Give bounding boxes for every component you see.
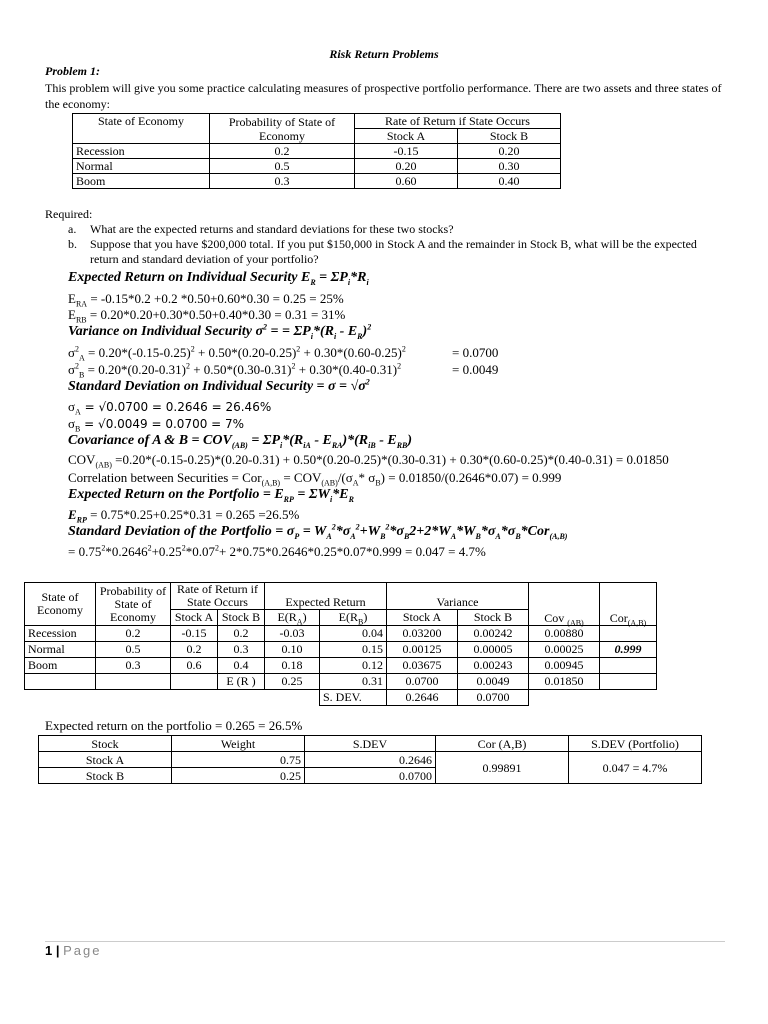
portfolio-table — [38, 735, 702, 784]
footer-rule — [45, 941, 725, 942]
cell: -0.03 — [265, 626, 320, 642]
cell: S. DEV. — [320, 690, 387, 706]
cell: -0.15 — [171, 626, 218, 642]
cell — [600, 690, 657, 706]
col-stock: Stock — [39, 736, 172, 752]
cell: 0.0700 — [387, 674, 458, 690]
col-cor: Cor (A,B) — [436, 736, 569, 752]
cell: 0.3 — [218, 642, 265, 658]
cell: 0.2 — [210, 144, 355, 159]
questions-list — [68, 222, 718, 267]
intro-text: This problem will give you some practice calculating measures of prospective portfolio performance. There are two assets and three states of the economy: — [45, 81, 722, 111]
table-row — [25, 690, 657, 706]
cell: 0.2 — [171, 642, 218, 658]
cell: 0.25 — [265, 674, 320, 690]
required-label: Required: — [45, 207, 93, 221]
cell — [600, 674, 657, 690]
cell: 0.15 — [320, 642, 387, 658]
cell — [96, 690, 171, 706]
sd-b-formula: $\sigma_B = √0.0049 = 0.0700 = 7\%$ — [68, 416, 245, 434]
table-row — [25, 674, 657, 690]
page-label: Page — [63, 943, 102, 958]
sd-a-formula: $\sigma_A = √0.0700 = 0.2646 = 26.46\%$ — [68, 399, 272, 417]
problem-label: Problem 1: — [45, 64, 100, 78]
era-formula: $E_{RA} = -0.15*0.2 +0.2$ *0.50+0.60*0.30 = 0.25 = 25% — [68, 291, 344, 309]
col-cov: Cov $_{(AB)}$ — [529, 583, 600, 626]
cell: Normal — [73, 159, 210, 174]
cell — [96, 674, 171, 690]
cell: 0.3 — [210, 174, 355, 189]
col-erb: $E(R_B)$ — [320, 610, 387, 626]
var-b-result: = 0.0049 — [452, 362, 499, 377]
cell — [600, 626, 657, 642]
col-state: State of Economy — [73, 114, 210, 144]
col-prob: Probability of State of Economy — [210, 114, 355, 144]
erb-formula: $E_{RB} = 0.20*0.20+0.30*0.50+0.40*0.30 = 0.31 = 31\%$ — [68, 307, 346, 325]
cell — [218, 690, 265, 706]
col-cor: Cor$_{(A,B)}$ — [600, 583, 657, 626]
question-text: What are the expected returns and standard deviations for these two stocks? — [90, 222, 454, 236]
cell — [171, 690, 218, 706]
cell: 0.999 — [600, 642, 657, 658]
cell: 0.00243 — [458, 658, 529, 674]
table-row — [73, 144, 561, 159]
sdp-formula: = $0.75^2*0.2646^2+0.25^2*0.07^2+ 2*0.75*0.2646*0.25*0.07*0.999 = 0.047 = 4.7\%$ — [68, 543, 486, 559]
cell: 0.20 — [355, 159, 458, 174]
cell: Recession — [73, 144, 210, 159]
var-a-formula: $\sigma^2_A = 0.20*(-0.15-0.25)^2 + 0.50*(0.20-0.25)^2 + 0.30*(0.60-0.25)^2$ — [68, 344, 406, 363]
cell: Stock A — [39, 752, 172, 768]
question-text: Suppose that you have $200,000 total. If you put $150,000 in Stock A and the remainder in Stock B, what will be the expected return and standard deviation of your portfolio? — [90, 237, 697, 266]
table-row — [25, 626, 657, 642]
cell: 0.2 — [96, 626, 171, 642]
table-row — [25, 642, 657, 658]
col-var-a: Stock A — [387, 610, 458, 626]
table-row — [39, 752, 702, 768]
cell: 0.2646 — [387, 690, 458, 706]
cell — [600, 658, 657, 674]
question-a — [68, 222, 718, 237]
cell: 0.00945 — [529, 658, 600, 674]
cell: 0.99891 — [436, 752, 569, 784]
col-stock-b: Stock B — [218, 610, 265, 626]
cell: 0.00880 — [529, 626, 600, 642]
col-var: Variance — [387, 583, 529, 610]
heading-portfolio-sd: Standard Deviation of the Portfolio = $\sigma_P = W_A^2*\sigma_A^2+W_B^2*\sigma_B2+2*W_A*W_B*\sigma_A*\sigma_B*Cor_{(A,B)}$ — [68, 522, 568, 541]
cell: 0.40 — [458, 174, 561, 189]
cell: Recession — [25, 626, 96, 642]
cell: 0.03200 — [387, 626, 458, 642]
scenario-table — [72, 113, 561, 189]
list-num: a. — [68, 222, 77, 236]
cell — [25, 690, 96, 706]
col-rate: Rate of Return if State Occurs — [355, 114, 561, 129]
page-number: 1 — [45, 943, 53, 958]
cell: E (R ) — [218, 674, 265, 690]
cell: 0.10 — [265, 642, 320, 658]
heading-variance: Variance on Individual Security $\sigma^2$ = = $\Sigma P_i*(R_i - E_R)^2$ — [68, 322, 372, 341]
page-title: Risk Return Problems — [329, 47, 439, 61]
col-rate: Rate of Return if State Occurs — [171, 583, 265, 610]
cell: 0.03675 — [387, 658, 458, 674]
var-b-formula: $\sigma^2_B = 0.20*(0.20-0.31)^2 + 0.50*(0.30-0.31)^2 + 0.30*(0.40-0.31)^2$ — [68, 361, 402, 380]
cell — [529, 690, 600, 706]
cov-formula: $COV_{(AB)} =0.20*(-0.15-0.25)*(0.20-0.31) + 0.50*(0.20-0.25)*(0.30-0.31) + 0.30*(0.60-0.25)*(0.40-0.31) = 0.01850$ — [68, 452, 669, 470]
cell: 0.047 = 4.7% — [569, 752, 702, 784]
portfolio-note: Expected return on the portfolio = 0.265 = 26.5% — [45, 718, 303, 733]
cell: 0.6 — [171, 658, 218, 674]
cell: 0.60 — [355, 174, 458, 189]
cell: 0.31 — [320, 674, 387, 690]
col-sdev: S.DEV — [305, 736, 436, 752]
question-b — [68, 237, 718, 267]
col-var-b: Stock B — [458, 610, 529, 626]
cell: 0.01850 — [529, 674, 600, 690]
cell: Normal — [25, 642, 96, 658]
list-num: b. — [68, 237, 77, 251]
cell: 0.75 — [172, 752, 305, 768]
cell: 0.2 — [218, 626, 265, 642]
cell: 0.00025 — [529, 642, 600, 658]
cell: 0.4 — [218, 658, 265, 674]
corr-formula: Correlation between Securities = $Cor_{(A,B)} = COV_{(AB)}/(\sigma_A*$ $\sigma_B) = 0.01850/(0.2646*0.07) = 0.999$ — [68, 470, 562, 488]
cell: 0.00242 — [458, 626, 529, 642]
cell: 0.0700 — [458, 690, 529, 706]
cell: 0.00125 — [387, 642, 458, 658]
cell: -0.15 — [355, 144, 458, 159]
cell: 0.12 — [320, 658, 387, 674]
calculation-table — [24, 582, 657, 706]
heading-sd: Standard Deviation on Individual Security = $\sigma = √\sigma^2$ — [68, 377, 370, 394]
col-stock-b: Stock B — [458, 129, 561, 144]
cell — [25, 674, 96, 690]
page-footer — [45, 943, 102, 958]
erp-formula: $E_{RP} = 0.75*0.25+0.25*0.31 = 0.265 =26.5\%$ — [68, 507, 300, 525]
cell: 0.5 — [210, 159, 355, 174]
cell: 0.25 — [172, 768, 305, 784]
col-era: $E(R_A)$ — [265, 610, 320, 626]
col-stock-a: Stock A — [355, 129, 458, 144]
cell: 0.2646 — [305, 752, 436, 768]
cell: 0.30 — [458, 159, 561, 174]
cell: 0.5 — [96, 642, 171, 658]
heading-expected-return: Expected Return on Individual Security $E_R = \Sigma P_i*R_i$ — [68, 270, 369, 287]
cell: 0.04 — [320, 626, 387, 642]
heading-portfolio-return: Expected Return on the Portfolio = $E_{RP} = \Sigma W_i*E_R$ — [68, 487, 354, 504]
col-er: Expected Return — [265, 583, 387, 610]
cell: Boom — [73, 174, 210, 189]
table-row — [73, 159, 561, 174]
cell: Stock B — [39, 768, 172, 784]
heading-covariance: Covariance of A & $B = COV_{(AB)} = \Sigma P_i*(R_{iA} - E_{RA})*(R_{iB} - E_{RB})$ — [68, 433, 413, 450]
col-sdp: S.DEV (Portfolio) — [569, 736, 702, 752]
footer-separator: | — [55, 943, 60, 958]
cell: 0.0700 — [305, 768, 436, 784]
cell: 0.18 — [265, 658, 320, 674]
table-row — [25, 658, 657, 674]
col-state: State of Economy — [25, 583, 96, 626]
cell — [265, 690, 320, 706]
cell: Boom — [25, 658, 96, 674]
col-weight: Weight — [172, 736, 305, 752]
table-row — [73, 174, 561, 189]
cell: 0.20 — [458, 144, 561, 159]
cell — [171, 674, 218, 690]
var-a-result: = 0.0700 — [452, 345, 499, 360]
cell: 0.00005 — [458, 642, 529, 658]
cell: 0.0049 — [458, 674, 529, 690]
col-stock-a: Stock A — [171, 610, 218, 626]
col-prob: Probability of State of Economy — [96, 583, 171, 626]
cell: 0.3 — [96, 658, 171, 674]
